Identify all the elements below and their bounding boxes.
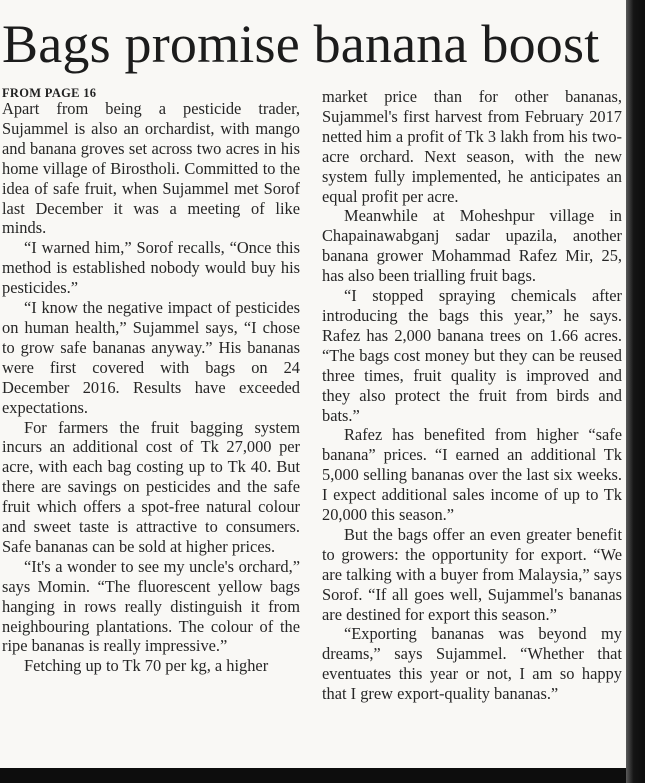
page-edge-shadow xyxy=(626,0,645,783)
continuation-label: FROM PAGE 16 xyxy=(2,86,97,100)
paragraph: “I know the negative impact of pesticides on human health,” Sujammel says, “I chose to grow safe bananas anyway.” His bananas were first covered with bags on 24 December 2016. Results have exceeded expectations. xyxy=(2,298,300,417)
paragraph: For farmers the fruit bagging system incurs an additional cost of Tk 27,000 per acre, with each bag costing up to Tk 40. But there are savings on pesticides and the safe fruit which offers a spot-free natural colour and sweet taste is attractive to consumers. Safe bananas can be sold at higher prices. xyxy=(2,417,300,556)
paragraph: Fetching up to Tk 70 per kg, a higher xyxy=(24,656,269,676)
paragraph: Apart from being a pesticide trader, Sujammel is also an orchardist, with mango and banana groves set across two acres in his home village of Birostholi. Committed to the idea of safe fruit, when Sujammel met Sorof last December it was a meeting of like minds. xyxy=(2,99,300,238)
article-column-left xyxy=(2,99,300,676)
paragraph: “It's a wonder to see my uncle's orchard,” says Momin. “The fluorescent yellow bags hanging in rows really distinguish it from neighbouring plantations. The colour of the ripe bananas is really impressive.” xyxy=(2,556,300,656)
paragraph: “I stopped spraying chemicals after introducing the bags this year,” he says. Rafez has 2,000 banana trees on 1.66 acres. “The bags cost money but they can be reused three times, fruit quality is improved and they also protect the fruit from birds and bats.” xyxy=(322,286,622,425)
paragraph: market price than for other bananas, Sujammel's first harvest from February 2017 netted him a profit of Tk 3 lakh from his two-acre orchard. Next season, with the new system fully implemented, he anticipates an equal profit per acre. xyxy=(322,87,622,206)
paragraph: Rafez has benefited from higher “safe banana” prices. “I earned an additional Tk 5,000 selling bananas over the last six weeks. I expect additional sales income of up to Tk 20,000 this season.” xyxy=(322,425,622,525)
paragraph: “I warned him,” Sorof recalls, “Once this method is established nobody would buy his pesticides.” xyxy=(2,238,300,298)
article-column-right xyxy=(322,87,622,704)
paragraph: Meanwhile at Moheshpur village in Chapainawabganj sadar upazila, another banana grower Mohammad Rafez Mir, 25, has also been trialling fruit bags. xyxy=(322,206,622,286)
paragraph: But the bags offer an even greater benefit to growers: the opportunity for export. “We are talking with a buyer from Malaysia,” says Sorof. “If all goes well, Sujammel's bananas are destined for export this season.” xyxy=(322,524,622,624)
article-headline: Bags promise banana boost xyxy=(2,14,600,74)
paragraph: “Exporting bananas was beyond my dreams,” says Sujammel. “Whether that eventuates this year or not, I am so happy that I grew export-quality bananas.” xyxy=(322,624,622,704)
